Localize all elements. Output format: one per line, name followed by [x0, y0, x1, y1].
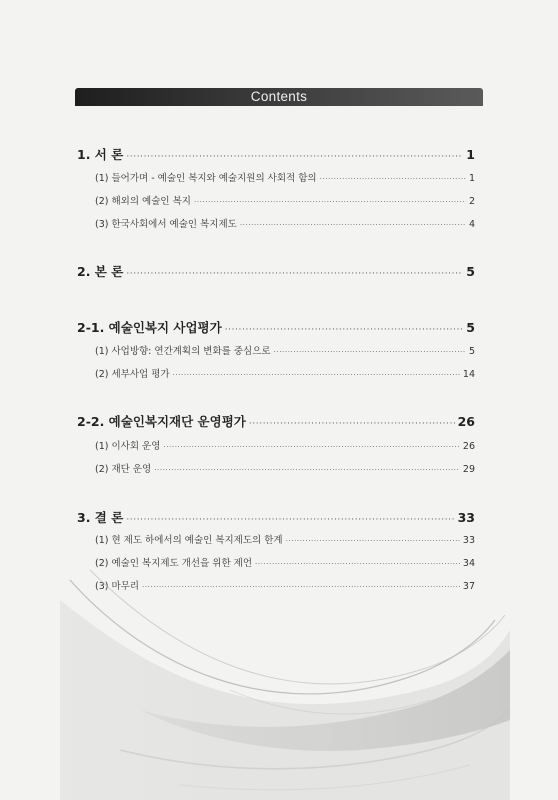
dot-leader [126, 152, 463, 162]
toc-entry-page: 26 [462, 441, 475, 452]
toc-entry-3[interactable] [77, 508, 475, 526]
toc-entry-2-1[interactable] [77, 318, 475, 336]
toc-entry-1[interactable] [77, 145, 475, 163]
toc-entry-page: 5 [466, 320, 475, 335]
toc-entry-label: (1) 현 제도 하에서의 예술인 복지제도의 한계 [95, 535, 283, 546]
toc-entry-label: 2-2. 예술인복지재단 운영평가 [77, 414, 246, 429]
toc-entry-page: 34 [462, 558, 475, 569]
toc-entry-2-1-1[interactable] [95, 343, 475, 357]
toc-entry-page: 37 [462, 581, 475, 592]
dot-leader [154, 466, 460, 474]
dot-leader [126, 515, 454, 525]
toc-entry-2[interactable] [77, 262, 475, 280]
toc-entry-label: (1) 들어가며 - 예술인 복지와 예술지원의 사회적 함의 [95, 173, 317, 184]
dot-leader [126, 269, 463, 279]
dot-leader [320, 175, 466, 183]
contents-header-bar [75, 88, 483, 106]
toc-entry-label: (1) 사업방향: 연간계획의 변화를 중심으로 [95, 346, 271, 357]
contents-title: Contents [250, 89, 308, 104]
dot-leader [173, 371, 460, 379]
toc-entry-label: 2-1. 예술인복지 사업평가 [77, 320, 222, 335]
toc-entry-2-1-2[interactable] [95, 366, 475, 380]
toc-entry-label: 2. 본 론 [77, 264, 124, 279]
toc-entry-3-1[interactable] [95, 532, 475, 546]
toc-entry-label: (1) 이사회 운영 [95, 441, 161, 452]
toc-entry-page: 5 [466, 264, 475, 279]
toc-entry-label: (2) 예술인 복지제도 개선을 위한 제언 [95, 558, 253, 569]
toc-entry-page: 2 [468, 196, 475, 207]
toc-entry-label: 1. 서 론 [77, 147, 124, 162]
decorative-wave-graphic [0, 560, 558, 800]
toc-entry-2-2[interactable] [77, 412, 475, 430]
toc-entry-2-2-2[interactable] [95, 461, 475, 475]
toc-entry-page: 1 [466, 147, 475, 162]
dot-leader [240, 221, 466, 229]
toc-entry-label: (3) 한국사회에서 예술인 복지제도 [95, 219, 237, 230]
toc-entry-page: 26 [457, 414, 475, 429]
dot-leader [225, 325, 464, 335]
toc-entry-page: 33 [457, 510, 475, 525]
toc-entry-1-2[interactable] [95, 193, 475, 207]
toc-entry-page: 1 [468, 173, 475, 184]
toc-entry-1-3[interactable] [95, 216, 475, 230]
dot-leader [194, 198, 466, 206]
toc-entry-label: (3) 마무리 [95, 581, 140, 592]
dot-leader [274, 348, 466, 356]
toc-entry-page: 29 [462, 464, 475, 475]
dot-leader [163, 443, 460, 451]
toc-entry-page: 33 [462, 535, 475, 546]
toc-entry-1-1[interactable] [95, 170, 475, 184]
toc-entry-page: 4 [468, 219, 475, 230]
toc-entry-2-2-1[interactable] [95, 438, 475, 452]
toc-entry-label: (2) 해외의 예술인 복지 [95, 196, 191, 207]
toc-entry-label: (2) 재단 운영 [95, 464, 152, 475]
toc-entry-page: 14 [462, 369, 475, 380]
dot-leader [286, 537, 460, 545]
toc-entry-label: (2) 세부사업 평가 [95, 369, 170, 380]
dot-leader [249, 419, 455, 429]
toc-entry-page: 5 [468, 346, 475, 357]
toc-entry-label: 3. 결 론 [77, 510, 124, 525]
